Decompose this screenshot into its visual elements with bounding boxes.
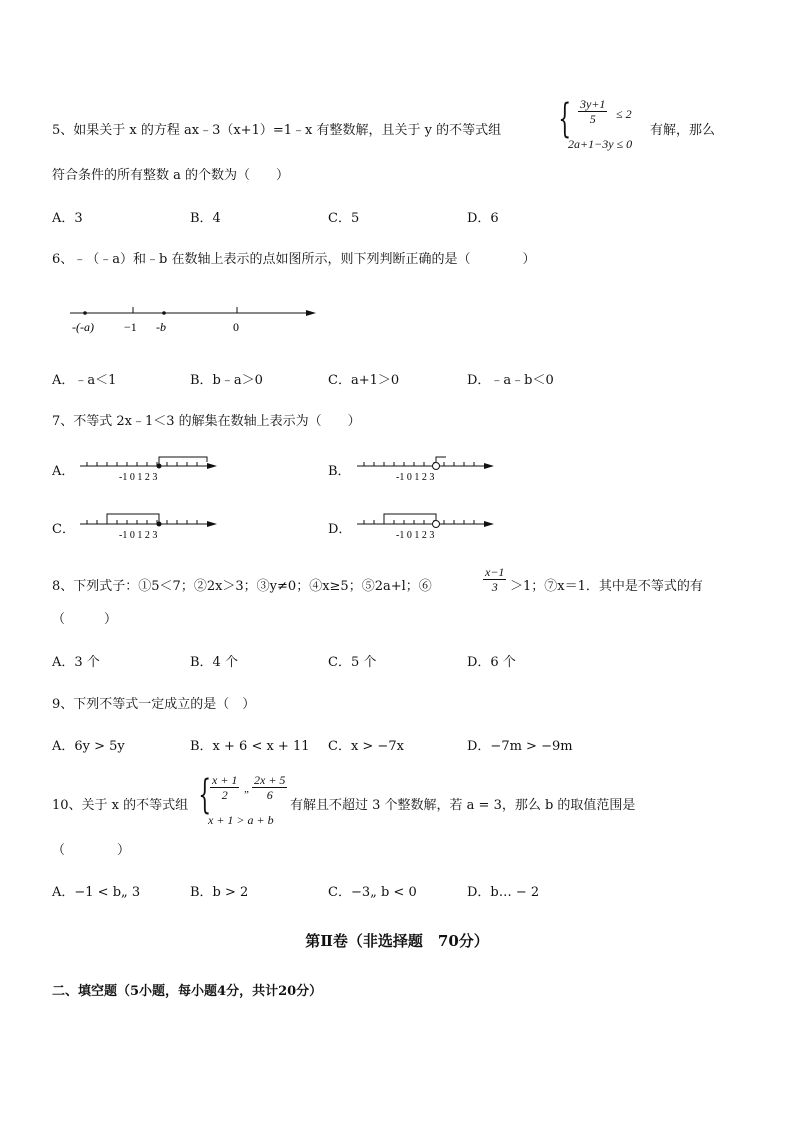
- q8-option-d: D．6 个: [467, 655, 516, 670]
- q6-label-zero: 0: [233, 320, 239, 334]
- q5-brace: {: [558, 96, 572, 142]
- q7-option-d-letter: D．: [328, 522, 352, 537]
- q7-option-d-ticks: -1 0 1 2 3: [396, 530, 435, 541]
- q7-option-a-ticks: -1 0 1 2 3: [119, 472, 158, 483]
- q9-option-a: A．6y > 5y: [52, 739, 125, 754]
- q6-option-b: B．b﹣a＞0: [190, 373, 263, 388]
- q6-option-a: A．﹣a＜1: [52, 373, 117, 388]
- q5-ineq1-rhs: ≤ 2: [616, 107, 632, 121]
- q7-option-a-letter: A．: [52, 464, 75, 479]
- q10-ineq2: x + 1 > a + b: [208, 813, 274, 827]
- q9-option-c: C．x > −7x: [328, 739, 404, 754]
- q5-stem: 5、如果关于 x 的方程 ax﹣3（x+1）=1﹣x 有整数解，且关于 y 的不等式组: [52, 123, 502, 138]
- q10-option-a: A．−1 < b„ 3: [52, 885, 141, 900]
- q10-stem: 10、关于 x 的不等式组: [52, 798, 189, 813]
- q7-option-b-axis: [352, 452, 502, 486]
- q5-option-c: C．5: [328, 211, 360, 226]
- q5-stem-tail: 有解，那么: [650, 123, 716, 138]
- q7-option-b-letter: B．: [328, 464, 351, 479]
- q7-option-a-axis: [75, 452, 225, 486]
- q10-option-b: B．b > 2: [190, 885, 249, 900]
- q8-option-a: A．3 个: [52, 655, 100, 670]
- q9-option-b: B．x + 6 < x + 11: [190, 739, 310, 754]
- q10-option-d: D．b… − 2: [467, 885, 540, 900]
- q5-option-a: A．3: [52, 211, 83, 226]
- q6-label-neg-neg-a: -(-a): [72, 320, 94, 334]
- q5-option-d: D．6: [467, 211, 499, 226]
- q8-stem-2: （ ）: [52, 612, 118, 627]
- q10-option-c: C．−3„ b < 0: [328, 885, 417, 900]
- q6-label-neg-b: -b: [156, 320, 166, 334]
- q10-brace: {: [198, 772, 212, 818]
- q7-stem: 7、不等式 2x﹣1＜3 的解集在数轴上表示为（ ）: [52, 414, 361, 429]
- q7-option-c-axis: [75, 510, 225, 544]
- q9-option-d: D．−7m > −9m: [467, 739, 573, 754]
- q10-stem-2: （ ）: [52, 843, 131, 858]
- q5-ineq2: 2a+1−3y ≤ 0: [568, 137, 633, 151]
- q10-fraction-1: $\frac{x + 1}{2}$: [212, 773, 238, 802]
- q8-stem-tail: ＞1；⑦x＝1．其中是不等式的有: [510, 579, 703, 594]
- q6-stem: 6、﹣（﹣a）和﹣b 在数轴上表示的点如图所示，则下列判断正确的是（ ）: [52, 252, 536, 267]
- q7-option-d-axis: [352, 510, 502, 544]
- q10-fraction-2: $\frac{2x + 5}{6}$: [254, 773, 286, 802]
- q5-fraction: $\frac{3y+1}{5}$: [580, 97, 606, 126]
- q6-option-c: C．a+1＞0: [328, 373, 400, 388]
- q8-option-b: B．4 个: [190, 655, 238, 670]
- q6-option-d: D．﹣a﹣b＜0: [467, 373, 554, 388]
- q6-label-neg-one: −1: [124, 320, 137, 334]
- section-title: 第Ⅱ卷（非选择题 70分）: [305, 932, 489, 950]
- q8-fraction: $\frac{x-1}{3}$: [485, 565, 505, 594]
- q7-option-c-ticks: -1 0 1 2 3: [119, 530, 158, 541]
- q5-option-b: B．4: [190, 211, 221, 226]
- q9-stem: 9、下列不等式一定成立的是（ ）: [52, 697, 256, 712]
- q8-stem: 8、下列式子：①5＜7；②2x＞3；③y≠0；④x≥5；⑤2a+l；⑥: [52, 579, 432, 594]
- q5-stem-2: 符合条件的所有整数 a 的个数为（ ）: [52, 168, 290, 183]
- q8-option-c: C．5 个: [328, 655, 377, 670]
- section-subtitle: 二、填空题（5小题，每小题4分，共计20分）: [52, 984, 323, 999]
- q10-relation: „: [244, 783, 251, 795]
- q6-number-line: [60, 298, 325, 340]
- q10-stem-tail: 有解且不超过 3 个整数解，若 a = 3，那么 b 的取值范围是: [290, 798, 636, 813]
- q7-option-b-ticks: -1 0 1 2 3: [396, 472, 435, 483]
- q7-option-c-letter: C．: [52, 522, 75, 537]
